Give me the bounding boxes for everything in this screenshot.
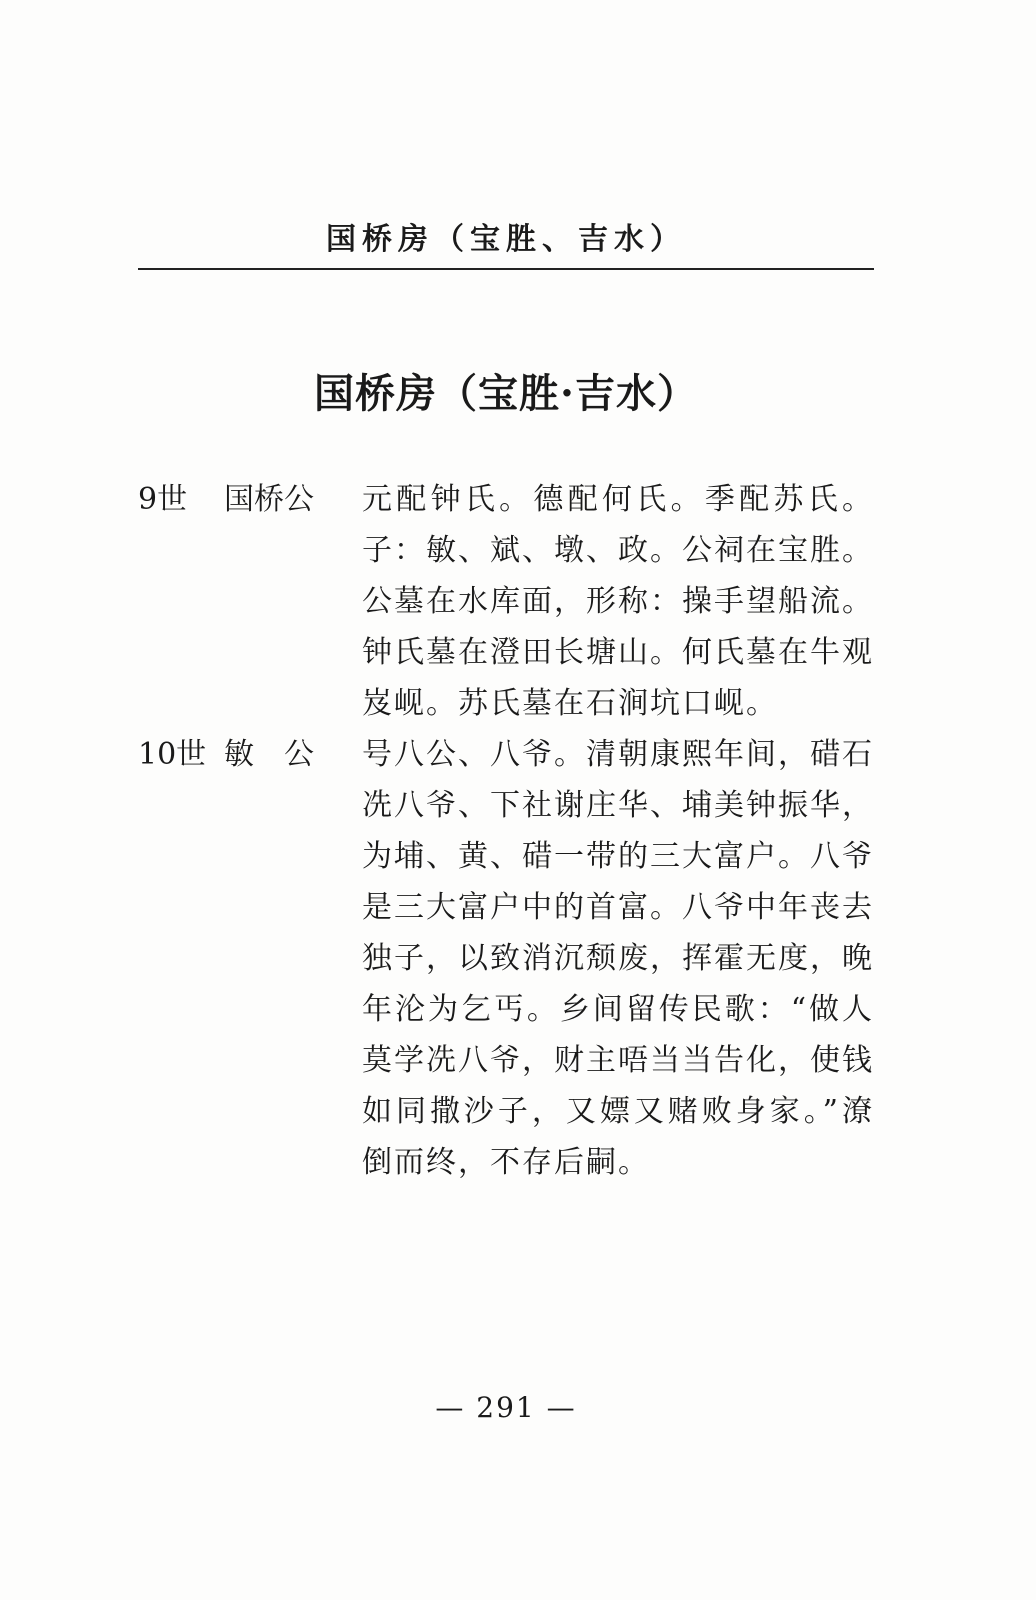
ancestor-name: 国桥公 [224, 482, 314, 517]
genealogy-entries [138, 474, 878, 1188]
header-rule [138, 268, 874, 270]
page-title: 国桥房（宝胜·吉水） [314, 370, 698, 417]
entry-10th-generation [138, 729, 878, 1188]
ancestor-name: 敏 公 [224, 737, 314, 772]
entry-text: 号八公、八爷。清朝康熙年间，碏石冼八爷、下社谢庄华、埔美钟振华，为埔、黄、碏一带的三大富户。八爷是三大富户中的首富。八爷中年丧去独子，以致消沉颓废，挥霍无度，晚年沦为乞丐。乡间留传民歌：“做人莫学冼八爷，财主唔当当告化，使钱如同撒沙子，又嫖又赌败身家。”潦倒而终，不存后嗣。 [362, 737, 874, 1180]
entry-text: 元配钟氏。德配何氏。季配苏氏。子：敏、斌、墩、政。公祠在宝胜。公墓在水库面，形称：操手望船流。钟氏墓在澄田长塘山。何氏墓在牛观岌岘。苏氏墓在石涧坑口岘。 [362, 482, 874, 721]
generation-label: 9世 [138, 482, 188, 517]
generation-label: 10世 [138, 737, 207, 772]
page-number: — 291 — [435, 1391, 577, 1424]
entry-9th-generation [138, 474, 878, 729]
running-header: 国桥房（宝胜、吉水） [326, 222, 686, 257]
